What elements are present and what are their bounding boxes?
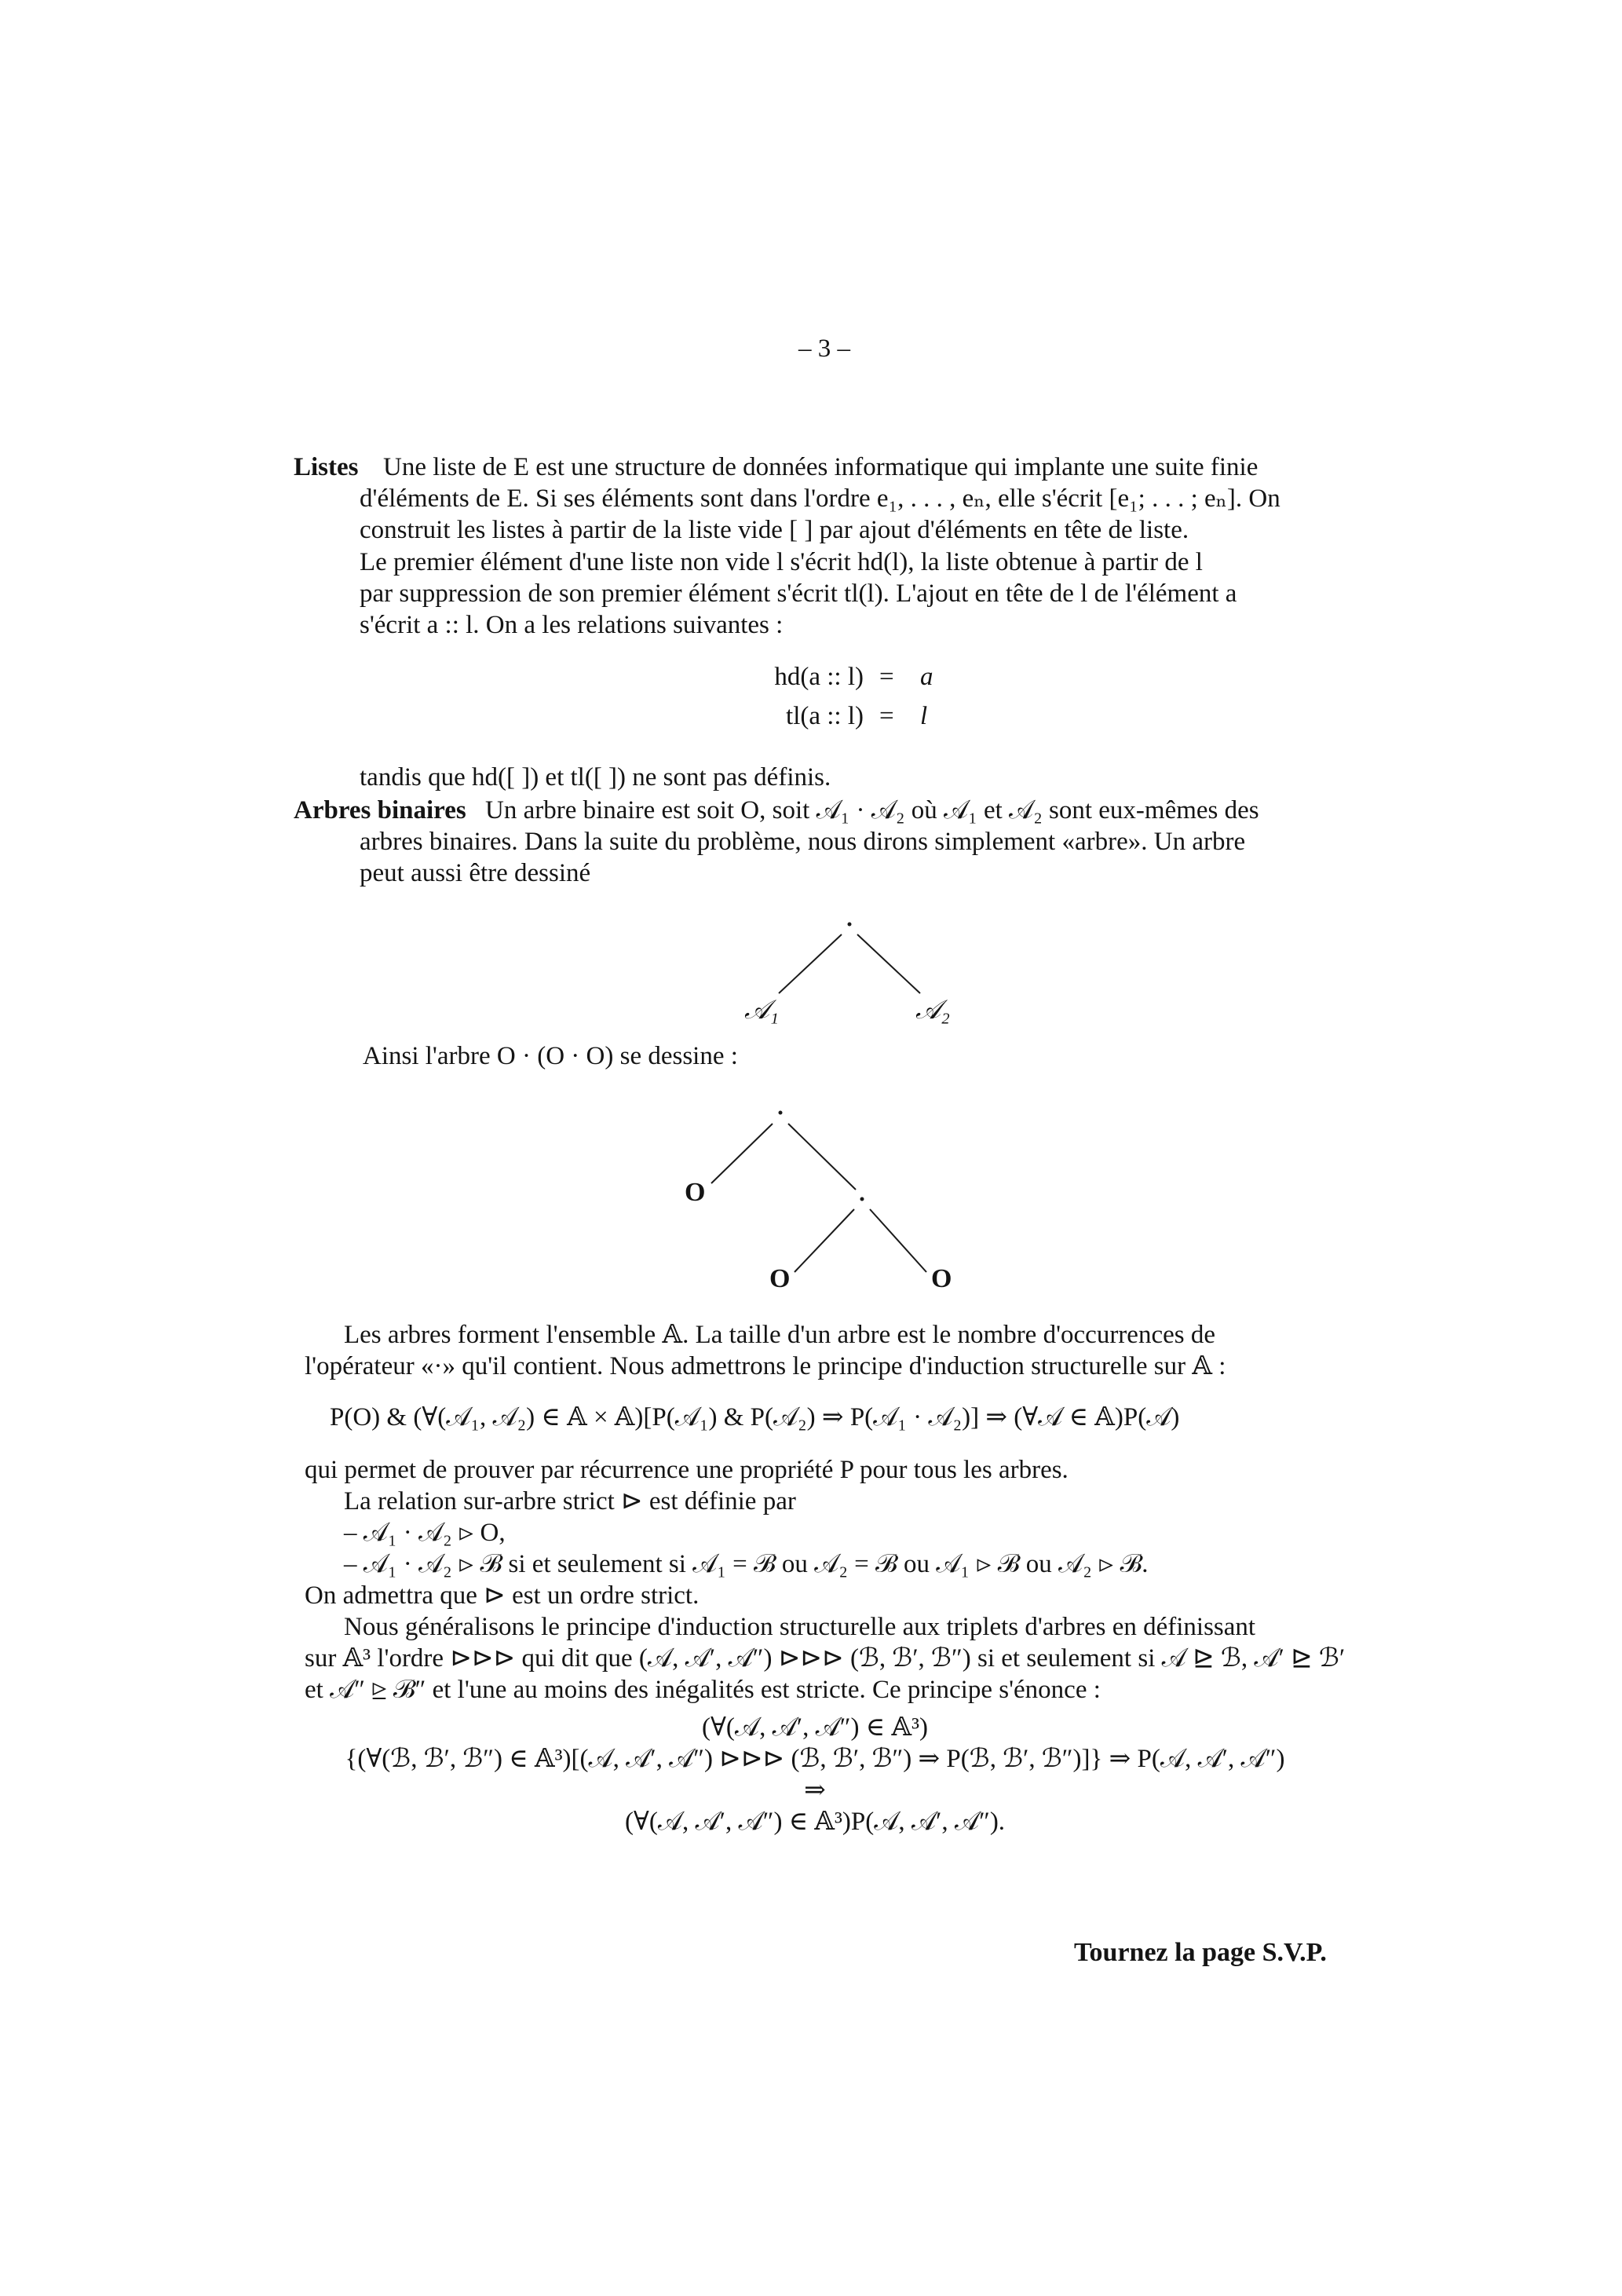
listes-line: Une liste de E est une structure de données informatique qui implante une suite finie (383, 453, 1259, 481)
listes-line: construit les listes à partir de la liste vide [ ] par ajout d'éléments en tête de liste. (360, 516, 1189, 544)
big-formula-line: (∀(𝒜, 𝒜′, 𝒜″) ∈ 𝔸³) (702, 1713, 928, 1742)
relation-rhs: l (920, 702, 928, 730)
example-text: Ainsi l'arbre O · (O · O) se dessine : (363, 1042, 738, 1070)
body-paragraph-line: l'opérateur «·» qu'il contient. Nous admettrons le principe d'induction structurelle sur 𝔸 : (305, 1352, 1226, 1380)
body-paragraph-line: Nous généralisons le principe d'induction structurelle aux triplets d'arbres en définissant (344, 1613, 1256, 1641)
body-paragraph-line: et 𝒜″ ⊵ ℬ″ et l'une au moins des inégalités est stricte. Ce principe s'énonce : (305, 1676, 1101, 1704)
big-formula-line: {(∀(ℬ, ℬ′, ℬ″) ∈ 𝔸³)[(𝒜, 𝒜′, 𝒜″) ⊳⊳⊳ (ℬ, ℬ′, ℬ″) ⇒ P(ℬ, ℬ′, ℬ″)]} ⇒ P(𝒜, 𝒜′, 𝒜″) (345, 1745, 1285, 1773)
listes-line: Le premier élément d'une liste non vide l s'écrit hd(l), la liste obtenue à partir de l (360, 548, 1203, 576)
tree-inner-node (860, 1197, 864, 1201)
big-formula-line: (∀(𝒜, 𝒜′, 𝒜″) ∈ 𝔸³)P(𝒜, 𝒜′, 𝒜″). (624, 1808, 1006, 1836)
body-paragraph-line: On admettra que ⊳ est un ordre strict. (305, 1581, 700, 1610)
induction-formula: P(O) & (∀(𝒜₁, 𝒜₂) ∈ 𝔸 × 𝔸)[P(𝒜₁) & P(𝒜₂) ⇒ P(𝒜₁ · 𝒜₂)] ⇒ (∀𝒜 ∈ 𝔸)P(𝒜) (330, 1403, 1180, 1431)
tree-root-node (848, 923, 852, 927)
listes-line: s'écrit a :: l. On a les relations suivantes : (360, 611, 784, 639)
tree-inner-right-edge (870, 1209, 926, 1272)
page-number: – 3 – (798, 335, 850, 363)
tree-leaf-O: O (931, 1264, 952, 1293)
arbres-line: arbres binaires. Dans la suite du problème, nous dirons simplement «arbre». Un arbre (360, 828, 1246, 856)
tree-left-edge (779, 934, 842, 993)
list-item: – 𝒜₁ · 𝒜₂ ⊳ O, (344, 1519, 506, 1547)
relation-rhs: a (920, 663, 933, 691)
relation-lhs: hd(a :: l) (774, 663, 864, 691)
tree-right-edge (788, 1124, 856, 1190)
body-paragraph-line: sur 𝔸³ l'ordre ⊳⊳⊳ qui dit que (𝒜, 𝒜′, 𝒜″) ⊳⊳⊳ (ℬ, ℬ′, ℬ″) si et seulement si 𝒜 ⊵ ℬ, 𝒜′ ⊵ ℬ′ (305, 1644, 1346, 1673)
arbres-line: peut aussi être dessiné (360, 859, 591, 887)
body-paragraph-line: La relation sur-arbre strict ⊳ est définie par (344, 1487, 796, 1515)
tree-right-label: 𝒜₂ (915, 996, 950, 1025)
body-paragraph-line: Les arbres forment l'ensemble 𝔸. La taille d'un arbre est le nombre d'occurrences de (344, 1321, 1215, 1349)
listes-line: d'éléments de E. Si ses éléments sont dans l'ordre e₁, . . . , eₙ, elle s'écrit [e₁; . . . ; eₙ]. On (360, 484, 1280, 513)
relation-eq: = (879, 702, 894, 730)
section-heading-arbres: Arbres binaires (294, 796, 466, 824)
tree-inner-left-edge (795, 1209, 854, 1272)
listes-line: par suppression de son premier élément s'écrit tl(l). L'ajout en tête de l de l'élément a (360, 579, 1237, 608)
tree-left-edge (711, 1124, 773, 1183)
tree-leaf-O: O (769, 1264, 791, 1293)
big-formula-line: ⇒ (804, 1776, 826, 1804)
tree-diagram-example (675, 1103, 958, 1300)
arbres-line: Un arbre binaire est soit O, soit 𝒜₁ · 𝒜₂ où 𝒜₁ et 𝒜₂ sont eux-mêmes des (485, 796, 1259, 824)
relation-lhs: tl(a :: l) (786, 702, 864, 730)
section-heading-listes: Listes (294, 453, 359, 481)
relation-eq: = (879, 663, 894, 691)
page-footer: Tournez la page S.V.P. (1074, 1938, 1327, 1967)
listes-after: tandis que hd([ ]) et tl([ ]) ne sont pas définis. (360, 763, 831, 792)
tree-root-node (779, 1111, 783, 1115)
tree-leaf-O: O (685, 1178, 706, 1207)
tree-left-label: 𝒜₁ (744, 996, 779, 1025)
body-paragraph-line: qui permet de prouver par récurrence une propriété P pour tous les arbres. (305, 1456, 1069, 1484)
tree-right-edge (857, 934, 920, 993)
list-item: – 𝒜₁ · 𝒜₂ ⊳ ℬ si et seulement si 𝒜₁ = ℬ ou 𝒜₂ = ℬ ou 𝒜₁ ⊳ ℬ ou 𝒜₂ ⊳ ℬ. (344, 1550, 1149, 1578)
